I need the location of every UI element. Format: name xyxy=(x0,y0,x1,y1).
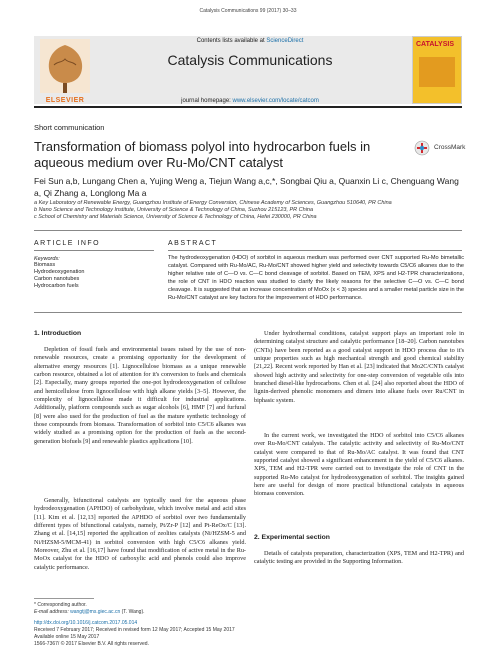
available-online: Available online 15 May 2017 xyxy=(34,634,100,640)
sciencedirect-link[interactable]: ScienceDirect xyxy=(266,38,304,44)
cover-graphic xyxy=(419,57,455,87)
email-line xyxy=(34,609,254,616)
affiliation-a: a Key Laboratory of Renewable Energy, Guangzhou Institute of Energy Conversion, Chinese Academy of Sciences, Guangzhou 510640, PR China xyxy=(34,200,392,206)
experimental-heading: 2. Experimental section xyxy=(254,534,330,541)
right-paragraph-1: Under hydrothermal conditions, catalyst support plays an important role in determining catalyst structure and catalytic performance [18–20]. Carbon nanotubes (CNTs) have been reported as a good catalyst support in HDO process due to it's unique properties such as high mechanical strength and good chemical stability [21,22]. Recent work reported by Han et al. [23] indicated that Mo2C/CNTs catalyst showed high activity and selectivity for one-step conversion of vegetable oils into branched diesel-like hydrocarbons. Chen et al. [24] also reported about the HDO of lignin-derived phenolic monomers and dimers into alkane fuels over Ru/CNT in biphasic system. xyxy=(254,330,464,404)
publisher-name: ELSEVIER xyxy=(45,97,85,104)
author-list: Fei Sun a,b, Lungang Chen a, Yujing Weng a, Tiejun Wang a,c,*, Songbai Qiu a, Quanxin Li c, Chenguang Wang a, Qi Zhang a, Longlong Ma a xyxy=(34,176,459,198)
homepage-prefix: journal homepage: xyxy=(181,98,233,104)
divider xyxy=(34,312,462,313)
paper-title: Transformation of biomass polyol into hydrocarbon fuels in aqueous medium over Ru-Mo/CNT catalyst xyxy=(34,139,371,170)
homepage-link[interactable]: www.elsevier.com/locate/catcom xyxy=(232,98,319,104)
right-paragraph-2: In the current work, we investigated the HDO of sorbitol into C5/C6 alkanes over Ru-Mo/CNT catalysts. The catalytic activity and selectivity of Ru-Mo/CNT catalyst were compared to that of Ru-Mo/AC catalyst. It was found that CNT supported catalyst showed a significant enhancement in the yield of C5/C6 alkanes. XPS, TEM and H2-TPR were carried out to investigate the role of CNT in the supported Ru-Mo catalyst for hydrodeoxygenation of sorbitol. The insights gained here are useful for design of more practical bifunctional catalysts in aqueous biomass conversion. xyxy=(254,432,464,498)
journal-title: Catalysis Communications xyxy=(167,52,333,68)
crossmark-badge[interactable] xyxy=(414,140,466,158)
email-link[interactable]: wangtj@ms.giec.ac.cn xyxy=(70,609,121,615)
footnote-rule xyxy=(34,598,94,599)
divider xyxy=(168,250,462,251)
affiliation-c: c School of Chemistry and Materials Science, University of Science & Technology of China, Hefei 230000, PR China xyxy=(34,214,317,220)
journal-reference: Catalysis Communications 99 (2017) 30–33 xyxy=(199,8,297,14)
keywords-label: Keywords: xyxy=(34,256,60,262)
corresponding-author-note: * Corresponding author. xyxy=(34,602,87,608)
introduction-heading: 1. Introduction xyxy=(34,330,82,337)
crossmark-label: CrossMark xyxy=(434,144,466,151)
article-type: Short communication xyxy=(34,123,105,132)
divider xyxy=(34,230,462,231)
journal-homepage-line xyxy=(100,98,400,104)
keyword: Hydrocarbon fuels xyxy=(34,283,79,289)
abstract-text: The hydrodeoxygenation (HDO) of sorbitol in aqueous medium was performed over CNT supported Ru-Mo bimetallic catalyst. Compared with Ru-Mo/AC, Ru-Mo/CNT showed higher yield and selectivity towards C5/C6 alkanes due to the higher relative rate of C—O vs. C—C bond cleavage of sorbitol. Based on TEM, XPS and H2-TPR characterizations, the role of CNT in HDO reaction was studied to clarify the likely reasons for the selective C—O vs. C—C bond cleavage. It is suggested that an increase concentration of MoOx (x < 3) species and a smaller metal particle size in the Ru-Mo/CNT catalyst are key factors for the improvement of HDO performance. xyxy=(168,255,464,301)
keyword: Hydrodeoxygenation xyxy=(34,269,85,275)
keyword-list xyxy=(34,262,84,290)
crossmark-icon xyxy=(414,140,430,156)
journal-header-band xyxy=(34,36,462,104)
journal-cover-thumbnail xyxy=(412,36,462,104)
intro-paragraph-1: Depletion of fossil fuels and environmental issues raised by the use of non-renewable resources, create a promising opportunity for the development of alternative energy resources [1]. Lignocellulose biomass as a unique renewable carbon resource, obtained a lot of attention for it's conversion to fuels and chemicals [2]. Especially, many groups reported the one-pot hydrodeoxygenation of cellulose and hemicellulose from lignocellulose with high alkane yields [3–5]. However, the complexity of lignocellulose made it difficult for industrial applications. Additionally, platform compounds such as sugar alcohols [6], HMF [7] and furfural [8] were also used for the production of fuel as the mature synthetic technology of those compounds from biomass. Transformation of sorbitol into C5/C6 alkanes was widely studied as a promising option for the production of fuels as the second-generation biofuels [9] and renewable plastics applications [10]. xyxy=(34,346,246,445)
article-info-heading: ARTICLE INFO xyxy=(34,240,101,247)
copyright: 1566-7367/ © 2017 Elsevier B.V. All rights reserved. xyxy=(34,641,149,647)
keyword: Biomass xyxy=(34,262,56,268)
contents-prefix: Contents lists available at xyxy=(196,38,267,44)
header-rule xyxy=(34,106,462,108)
contents-available-line xyxy=(100,38,400,44)
intro-paragraph-2: Generally, bifunctional catalysts are typically used for the aqueous phase hydrodeoxygenation (APHDO) of carbohydrate, which involve metal and acid sites [11]. Kim et al. [12,13] reported the APHDO of sorbitol over two fundamentally different types of bifunctional catalysts, namely, Pt/Zr-P [12] and Pt-ReOx/C [13]. Zhang et al. [14,15] reported the application of zeolites catalysts (Ni/HZSM-5 and Ni/HZSM-5/MCM-41) in sorbitol conversion with high C5/C6 alkanes yield. Moreover, Zhu et al. [16,17] have found that modification of active metal in the Ru-MoOx catalyst for the HDO of carboxylic acid and phenols could also improve catalytic performance. xyxy=(34,497,246,571)
doi-link[interactable]: http://dx.doi.org/10.1016/j.catcom.2017.05.014 xyxy=(34,620,138,626)
keyword: Carbon nanotubes xyxy=(34,276,80,282)
experimental-paragraph: Details of catalysts preparation, characterization (XPS, TEM and H2-TPR) and catalytic testing are provided in the Supporting Information. xyxy=(254,550,464,566)
email-label: E-mail address: xyxy=(34,609,71,615)
cover-title: CATALYSIS xyxy=(416,41,454,48)
elsevier-tree-logo xyxy=(34,35,96,103)
email-suffix: (T. Wang). xyxy=(120,609,145,615)
affiliation-b: b Nano Science and Technology Institute, University of Science & Technology of China, Suzhou 215123, PR China xyxy=(34,207,314,213)
divider xyxy=(34,250,154,251)
abstract-heading: ABSTRACT xyxy=(168,240,218,247)
received-dates: Received 7 February 2017; Received in revised form 12 May 2017; Accepted 15 May 2017 xyxy=(34,627,235,633)
